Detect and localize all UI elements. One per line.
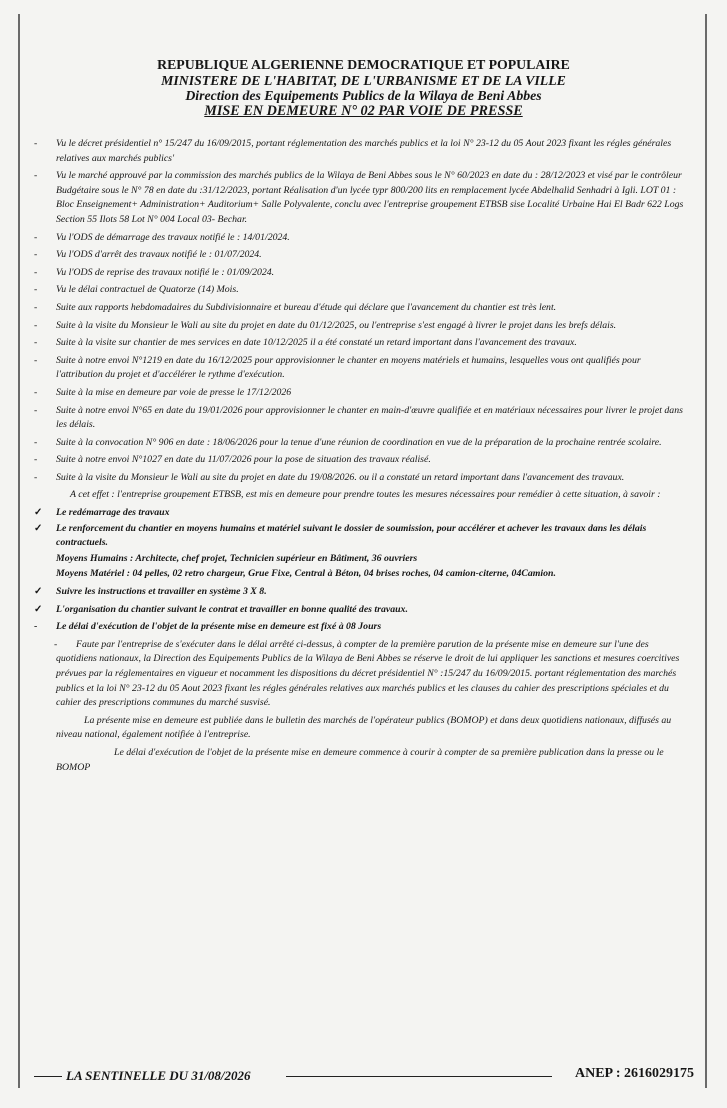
consideration-item [34,137,686,166]
consideration-text: Suite à la visite du Monsieur le Wali au site du projet en date du 19/08/2026. ou il a constaté un retard important dans l'avancement des travaux. [56,471,625,483]
consideration-item [34,301,686,316]
delai-item [34,620,686,635]
consideration-text: Vu l'ODS d'arrêt des travaux notifié le : 01/07/2024. [56,249,262,261]
consideration-text: Vu l'ODS de démarrage des travaux notifié le : 14/01/2024. [56,231,290,243]
consideration-text: Vu l'ODS de reprise des travaux notifié le : 01/09/2024. [56,266,275,278]
consideration-item [34,319,686,334]
dash-marker: - [34,337,38,349]
consideration-item [34,386,686,401]
measure-item [34,585,686,600]
moyens-materiel: Moyens Matériel : 04 pelles, 02 retro chargeur, Grue Fixe, Central à Béton, 04 brises roches, 04 camion-citerne, 04Camion. [56,568,556,580]
publication-paragraph: La présente mise en demeure est publiée dans le bulletin des marchés de l'opérateur publics (BOMOP) et dans deux quotidiens nationaux, diffusés au niveau national, également notifiée à l'entreprise. [56,714,672,741]
footer-anep: ANEP : 2616029175 [575,1066,694,1081]
moyens-humains: Moyens Humains : Architecte, chef projet, Technicien supérieur en Bâtiment, 36 ouvriers [56,552,418,564]
measure-item [34,506,686,521]
consideration-item [34,283,686,298]
consideration-text: Vu le décret présidentiel n° 15/247 du 16/09/2015, portant réglementation des marchés publics et la loi N° 23-12 du 05 Aout 2023 fixant les régles générales relatives aux marchés publics' [56,138,672,164]
dash-marker: - [34,319,38,331]
measures-list-2 [34,585,686,617]
consideration-text: Vu le délai contractuel de Quatorze (14) Mois. [56,284,239,296]
dash-marker: - [34,471,38,483]
dash-marker: - [34,436,38,448]
dash-marker: - [34,621,38,633]
measure-text: Suivre les instructions et travailler en système 3 X 8. [56,586,267,598]
consideration-item [34,354,686,383]
intro-paragraph: A cet effet : l'entreprise groupement ETBSB, est mis en demeure pour prendre toutes les mesures nécessaires pour remédier à cette situation, à savoir : [70,489,661,501]
consideration-text: Suite à la visite du Monsieur le Wali au site du projet en date du 01/12/2025, ou l'entreprise s'est engagé à livrer le projet dans les brefs délais. [56,319,617,331]
delay-start-paragraph: Le délai d'exécution de l'objet de la présente mise en demeure commence à courir à compter de sa première publication dans la presse ou le BOMOP [56,746,664,773]
dash-marker: - [34,266,38,278]
measure-text: L'organisation du chantier suivant le contrat et travailler en bonne qualité des travaux. [56,603,408,615]
document-header [0,57,727,119]
dash-marker: ✓ [34,603,43,615]
dash-marker: - [34,354,38,366]
footer-rule-left [34,1076,62,1077]
consideration-item [34,248,686,263]
dash-marker: - [34,454,38,466]
consideration-text: Suite à la visite sur chantier de mes services en date 10/12/2025 il a été constaté un retard important dans l'avancement des travaux. [56,337,577,349]
consideration-text: Suite à notre envoi N°1219 en date du 16/12/2025 pour approvisionner le chanter en moyens matériels et humains, lesquelles vous ont qualifiés pour l'attribution du projet et d'accélérer le rythme d'exécution. [56,354,641,381]
delai-text: Le délai d'exécution de l'objet de la présente mise en demeure est fixé à 08 Jours [56,621,382,633]
consideration-text: Suite aux rapports hebdomadaires du Subdivisionnaire et bureau d'étude qui déclare que l'avancement du chantier est très lent. [56,301,557,313]
consideration-text: Suite à la mise en demeure par voie de presse le 17/12/2026 [56,386,292,398]
consideration-text: Suite à notre envoi N°1027 en date du 11/07/2026 pour la pose de situation des travaux réalisé. [56,454,431,466]
dash-marker: - [54,638,58,650]
footer [34,1066,694,1086]
measure-text: Le renforcement du chantier en moyens humains et matériel suivant le dossier de soumission, pour accélérer et achever les travaux dans les délais contractuels. [56,522,647,549]
consideration-text: Suite à notre envoi N°65 en date du 19/01/2026 pour approvisionner le chanter en main-d'œuvre qualifiée et en matériaux nécessaires pour livrer le projet dans les délais. [56,404,683,431]
consideration-item [34,169,686,227]
sanctions-text: Faute par l'entreprise de s'exécuter dans le délai arrêté ci-dessus, à compter de la première parution de la présente mise en demeure sur l'une des quotidiens nationaux, la Direction des Equipements Publics de la Wilaya de Beni Abbes se réserve le droit de lui appliquer les sanctions et mesures coercitives prévues par la réglementaires en vigueur et nocamment les dispositions du décret présidentiel N° :15/247 du 16/09/2015. portant réglementation des marchés publics et la loi N° 23-12 du 05 Aout 2023 fixant les régles générales relatives aux marchés publics et les clauses du cahier des prescriptions spéciales et du cahier des prescriptions communes du marché susvisé. [56,638,680,709]
consideration-item [34,266,686,281]
measure-item [34,522,686,551]
footer-rule-middle [286,1076,552,1077]
consideration-item [34,336,686,351]
dash-marker: - [34,301,38,313]
consideration-item [34,231,686,246]
dash-marker: - [34,386,38,398]
dash-marker: - [34,138,38,149]
consideration-item [34,404,686,433]
dash-marker: ✓ [34,522,43,534]
dash-marker: - [34,231,38,243]
dash-marker: - [34,284,38,296]
document-title: MISE EN DEMEURE N° 02 PAR VOIE DE PRESSE [204,102,523,119]
consideration-item [34,436,686,451]
consideration-text: Suite à la convocation N° 906 en date : 18/06/2026 pour la tenue d'une réunion de coordination en vue de la préparation de la prochaine rentrée scolaire. [56,436,662,448]
consideration-item [34,453,686,468]
document-body [34,137,686,778]
header-ministry: MINISTERE DE L'HABITAT, DE L'URBANISME ET DE LA VILLE [161,72,566,88]
dash-marker: - [34,404,38,416]
header-republic: REPUBLIQUE ALGERIENNE DEMOCRATIQUE ET POPULAIRE [157,57,570,72]
measures-list [34,506,686,551]
measure-text: Le redémarrage des travaux [56,507,170,519]
footer-newspaper: LA SENTINELLE DU 31/08/2026 [66,1068,251,1083]
consideration-item [34,471,686,486]
dash-marker: - [34,170,38,182]
header-direction: Direction des Equipements Publics de la Wilaya de Beni Abbes [185,88,542,103]
consideration-text: Vu le marché approuvé par la commission des marchés publics de la Wilaya de Beni Abbes sous le N° 60/2023 en date du : 28/12/2023 et visé par le contrôleur Budgétaire sous le N° 78 en date du :31/12/2023, portant Réalisation d'un lycée typr 800/200 lits en remplacement lycée Abdelhalid Senhadri à Igli. LOT 01 : Bloc Enseignement+ Administration+ Auditorium+ Salle Polyvalente, conclu avec l'entreprise groupement ETBSB sise Localité Urbaine Hai El Badr 622 Logs Section 55 Ilots 58 Lot N° 004 Local 03- Bechar. [56,170,684,225]
measure-item [34,603,686,618]
considerations-list [34,137,686,485]
dash-marker: ✓ [34,586,43,598]
sanctions-paragraph [34,638,686,711]
dash-marker: ✓ [34,507,43,519]
dash-marker: - [34,249,38,261]
